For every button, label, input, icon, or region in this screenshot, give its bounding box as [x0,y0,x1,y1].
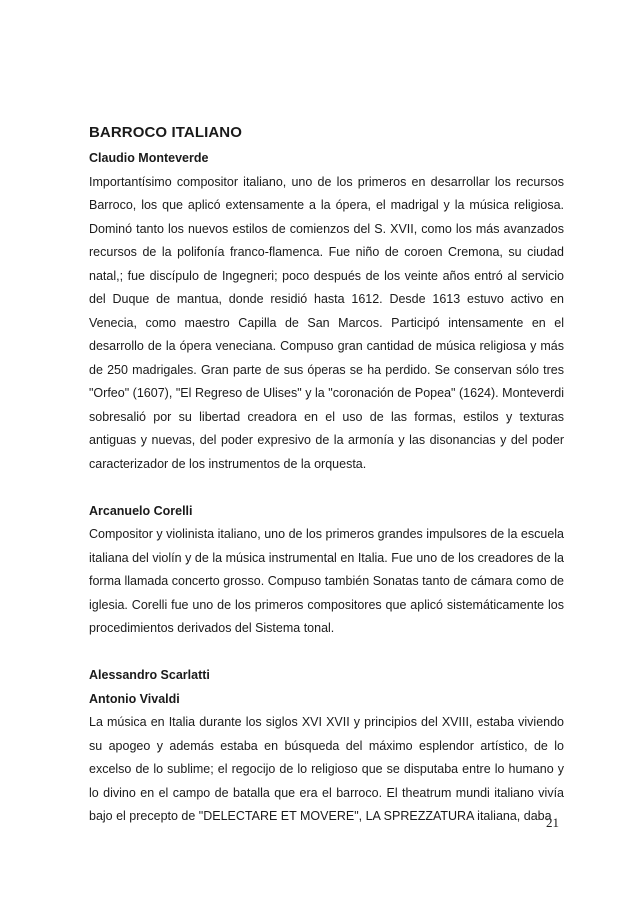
section-heading-vivaldi: Antonio Vivaldi [89,691,180,706]
document-page [89,124,564,829]
section-text-monteverde: Importantísimo compositor italiano, uno de los primeros en desarrollar los recursos Barroco, los que aplicó extensamente a la ópera, el madrigal y la música religiosa. Dominó tanto los nuevos estilos de comienzos del S. XVII, como los más avanzados recursos de la polifonía franco-flamenca. Fue niño de coroen Cremona, su ciudad natal,; fue discípulo de Ingegneri; poco después de los veinte años entró al servicio del Duque de mantua, donde residió hasta 1612. Desde 1613 estuvo activo en Venecia, como maestro Capilla de San Marcos. Participó intensamente en el desarrollo de la ópera veneciana. Compuso gran cantidad de música religiosa y más de 250 madrigales. Gran parte de sus óperas se ha perdido. Se conservan sólo tres "Orfeo" (1607), "El Regreso de Ulises" y la "coronación de Popea" (1624). Monteverdi sobresalió por su libertad creadora en el uso de las formas, estilos y texturas antiguas y nuevas, del poder expresivo de la armonía y las disonancias y del poder caracterizador de los instrumentos de la orquesta. [89,174,564,471]
page-number: 21 [546,815,559,830]
section-text-vivaldi: La música en Italia durante los siglos XVI XVII y principios del XVIII, estaba viviendo su apogeo y además estaba en búsqueda del máximo esplendor artístico, de lo excelso de lo sublime; el regocijo de lo religioso que se disputaba entre lo humano y lo divino en el campo de batalla que era el barroco. El theatrum mundi italiano vivía bajo el precepto de "DELECTARE ET MOVERE", LA SPREZZATURA italiana, daba [89,715,564,823]
section-text-corelli: Compositor y violinista italiano, uno de los primeros grandes impulsores de la escuela italiana del violín y de la música instrumental en Italia. Fue uno de los creadores de la forma llamada concerto grosso. Compuso también Sonatas tanto de cámara como de iglesia. Corelli fue uno de los primeros compositores que aplicó sistemáticamente los procedimientos derivados del Sistema tonal. [89,527,564,635]
section-heading-monteverde: Claudio Monteverde [89,151,209,165]
paragraph-spacer [89,476,564,500]
page-title: BARROCO ITALIANO [89,124,242,141]
section-heading-corelli: Arcanuelo Corelli [89,503,193,518]
paragraph-spacer [89,641,564,665]
section-heading-scarlatti: Alessandro Scarlatti [89,668,210,682]
